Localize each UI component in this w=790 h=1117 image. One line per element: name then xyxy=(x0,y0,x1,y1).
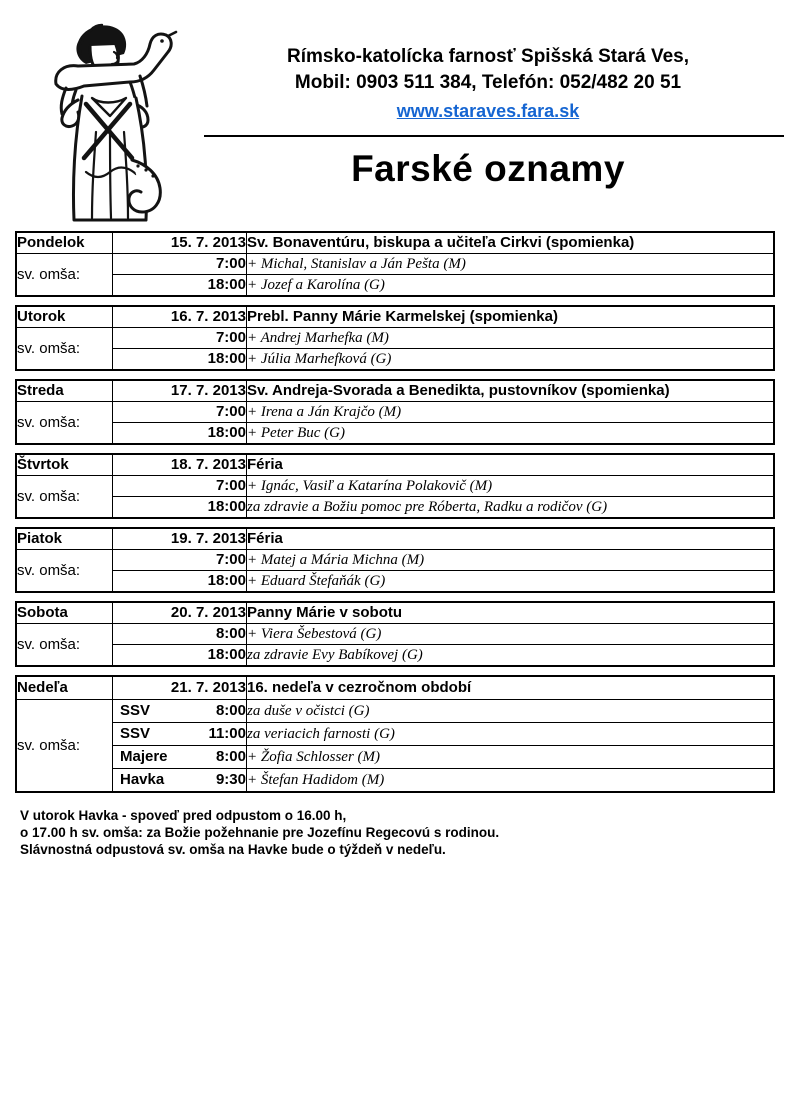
mass-intention-cell: za zdravie Evy Babíkovej (G) xyxy=(247,645,775,667)
mass-row xyxy=(16,645,774,667)
mass-time-cell: 7:00 xyxy=(113,328,247,349)
day-name-cell: Streda xyxy=(16,380,113,402)
mass-time-cell: 7:00 xyxy=(113,254,247,275)
day-name-cell: Sobota xyxy=(16,602,113,624)
mass-place-label: Majere xyxy=(120,748,168,765)
mass-row xyxy=(16,423,774,445)
date-cell: 19. 7. 2013 xyxy=(113,528,247,550)
header-text-block xyxy=(192,44,784,190)
day-name-cell: Štvrtok xyxy=(16,454,113,476)
schedule-table-saturday xyxy=(15,601,775,667)
schedule-table-thursday xyxy=(15,453,775,519)
mass-intention-cell: + Ignác, Vasiľ a Katarína Polakovič (M) xyxy=(247,476,775,497)
date-cell: 18. 7. 2013 xyxy=(113,454,247,476)
schedule-table-sunday xyxy=(15,675,775,793)
mass-intention-cell: + Andrej Marhefka (M) xyxy=(247,328,775,349)
mass-label-cell: sv. omša: xyxy=(16,550,113,593)
feast-cell: Féria xyxy=(247,528,775,550)
feast-cell: Féria xyxy=(247,454,775,476)
schedule-table-monday xyxy=(15,231,775,297)
announcement-line: o 17.00 h sv. omša: za Božie požehnanie pre Jozefínu Regecovú s rodinou. xyxy=(20,825,500,840)
day-name-cell: Piatok xyxy=(16,528,113,550)
mass-row xyxy=(16,746,774,769)
day-header-row xyxy=(16,676,774,700)
mass-intention-cell: + Matej a Mária Michna (M) xyxy=(247,550,775,571)
mass-time-cell: 7:00 xyxy=(113,476,247,497)
mass-time-cell: 18:00 xyxy=(113,497,247,519)
mass-intention-cell: + Peter Buc (G) xyxy=(247,423,775,445)
page-header xyxy=(0,0,790,231)
mass-intention-cell: + Eduard Štefaňák (G) xyxy=(247,571,775,593)
feast-cell: 16. nedeľa v cezročnom období xyxy=(247,676,775,700)
mass-intention-cell: + Viera Šebestová (G) xyxy=(247,624,775,645)
day-name-cell: Nedeľa xyxy=(16,676,113,700)
announcements-section xyxy=(0,801,790,858)
mass-time-value: 9:30 xyxy=(215,771,246,788)
mass-time-cell xyxy=(113,700,247,723)
day-header-row xyxy=(16,306,774,328)
date-cell: 15. 7. 2013 xyxy=(113,232,247,254)
mass-row xyxy=(16,497,774,519)
announcement-line: V utorok Havka - spoveď pred odpustom o 16.00 h, xyxy=(20,808,347,823)
mass-time-cell xyxy=(113,746,247,769)
date-cell: 20. 7. 2013 xyxy=(113,602,247,624)
feast-cell: Sv. Bonaventúru, biskupa a učiteľa Cirkvi (spomienka) xyxy=(247,232,775,254)
good-shepherd-logo-icon xyxy=(26,12,190,226)
mass-row xyxy=(16,402,774,423)
website-link[interactable]: www.staraves.fara.sk xyxy=(396,101,580,121)
contact-line: Mobil: 0903 511 384, Telefón: 052/482 20 51 xyxy=(294,72,682,93)
schedule-section xyxy=(0,231,790,793)
mass-intention-cell: + Štefan Hadidom (M) xyxy=(247,769,775,793)
mass-time-cell xyxy=(113,769,247,793)
mass-time-cell xyxy=(113,723,247,746)
mass-intention-cell: za veriacich farnosti (G) xyxy=(247,723,775,746)
header-divider xyxy=(204,135,784,137)
day-header-row xyxy=(16,380,774,402)
mass-time-cell: 18:00 xyxy=(113,423,247,445)
mass-time-value: 8:00 xyxy=(215,748,246,765)
mass-time-cell: 18:00 xyxy=(113,349,247,371)
feast-cell: Prebl. Panny Márie Karmelskej (spomienka) xyxy=(247,306,775,328)
mass-intention-cell: + Jozef a Karolína (G) xyxy=(247,275,775,297)
mass-time-value: 8:00 xyxy=(215,702,246,719)
mass-intention-cell: za duše v očistci (G) xyxy=(247,700,775,723)
announcement-line: Slávnostná odpustová sv. omša na Havke bude o týždeň v nedeľu. xyxy=(20,842,446,857)
feast-cell: Sv. Andreja-Svorada a Benedikta, pustovníkov (spomienka) xyxy=(247,380,775,402)
date-cell: 21. 7. 2013 xyxy=(113,676,247,700)
page-title: Farské oznamy xyxy=(351,148,625,189)
feast-cell: Panny Márie v sobotu xyxy=(247,602,775,624)
parish-name: Rímsko-katolícka farnosť Spišská Stará Ves, xyxy=(287,46,689,67)
mass-place-label: SSV xyxy=(120,702,151,719)
mass-label-cell: sv. omša: xyxy=(16,402,113,445)
mass-row xyxy=(16,624,774,645)
day-name-cell: Utorok xyxy=(16,306,113,328)
schedule-table-friday xyxy=(15,527,775,593)
mass-row xyxy=(16,769,774,793)
mass-label-cell: sv. omša: xyxy=(16,254,113,297)
mass-intention-cell: + Žofia Schlosser (M) xyxy=(247,746,775,769)
mass-intention-cell: + Irena a Ján Krajčo (M) xyxy=(247,402,775,423)
date-cell: 17. 7. 2013 xyxy=(113,380,247,402)
mass-row xyxy=(16,349,774,371)
day-name-cell: Pondelok xyxy=(16,232,113,254)
mass-row xyxy=(16,550,774,571)
mass-time-cell: 18:00 xyxy=(113,275,247,297)
mass-label-cell: sv. omša: xyxy=(16,328,113,371)
mass-place-label: Havka xyxy=(120,771,165,788)
mass-intention-cell: + Michal, Stanislav a Ján Pešta (M) xyxy=(247,254,775,275)
mass-place-label: SSV xyxy=(120,725,151,742)
mass-row xyxy=(16,476,774,497)
mass-time-cell: 7:00 xyxy=(113,402,247,423)
mass-time-cell: 7:00 xyxy=(113,550,247,571)
schedule-table-tuesday xyxy=(15,305,775,371)
mass-label-cell: sv. omša: xyxy=(16,476,113,519)
mass-row xyxy=(16,700,774,723)
mass-time-cell: 8:00 xyxy=(113,624,247,645)
day-header-row xyxy=(16,528,774,550)
mass-row xyxy=(16,571,774,593)
day-header-row xyxy=(16,454,774,476)
mass-row xyxy=(16,254,774,275)
mass-row xyxy=(16,275,774,297)
mass-label-cell: sv. omša: xyxy=(16,624,113,667)
mass-row xyxy=(16,328,774,349)
mass-time-cell: 18:00 xyxy=(113,571,247,593)
mass-intention-cell: + Júlia Marhefková (G) xyxy=(247,349,775,371)
day-header-row xyxy=(16,232,774,254)
mass-label-cell: sv. omša: xyxy=(16,700,113,793)
schedule-table-wednesday xyxy=(15,379,775,445)
mass-time-cell: 18:00 xyxy=(113,645,247,667)
mass-time-value: 11:00 xyxy=(208,725,246,742)
mass-row xyxy=(16,723,774,746)
date-cell: 16. 7. 2013 xyxy=(113,306,247,328)
mass-intention-cell: za zdravie a Božiu pomoc pre Róberta, Radku a rodičov (G) xyxy=(247,497,775,519)
day-header-row xyxy=(16,602,774,624)
